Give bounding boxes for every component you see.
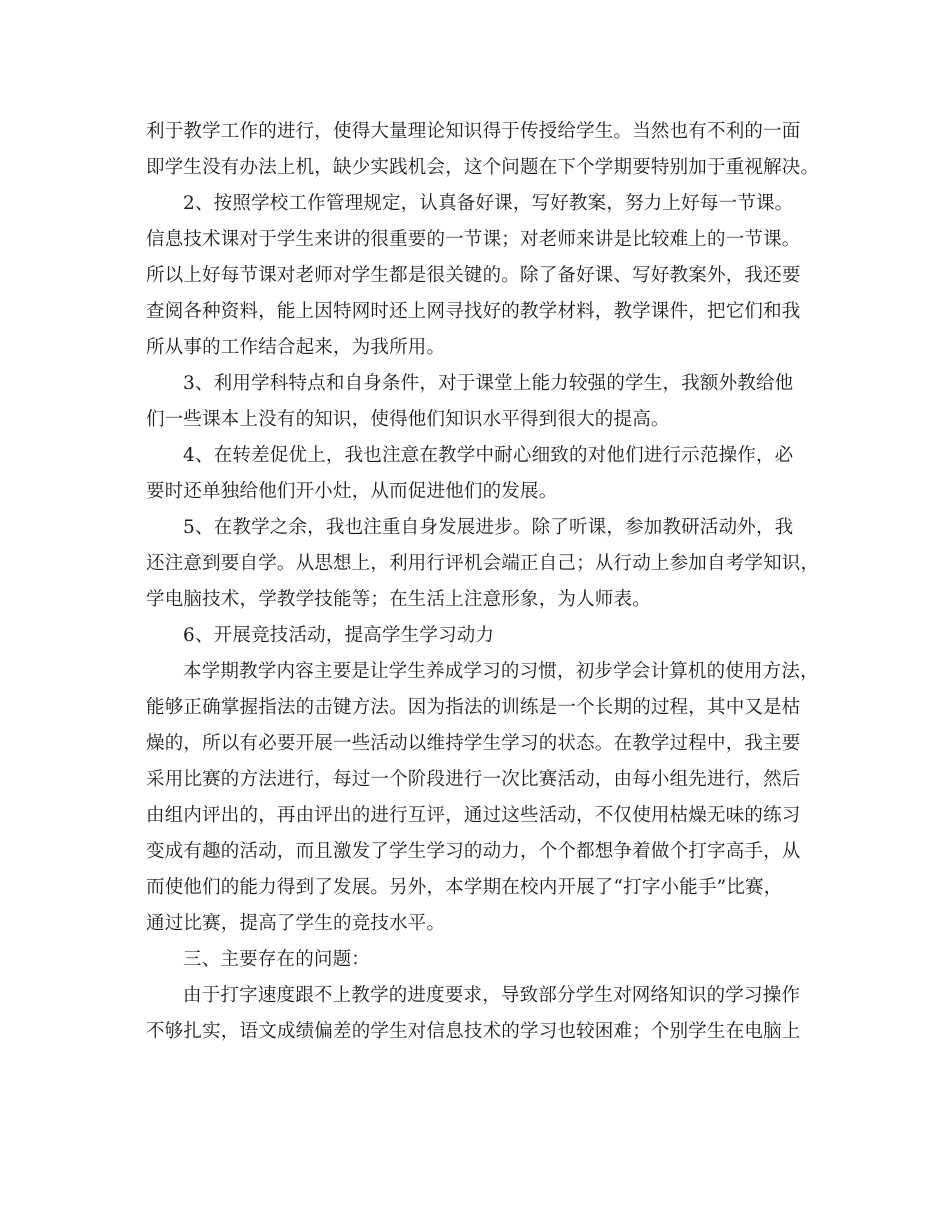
text-line-4: 信息技术课对于学生来讲的很重要的一节课；对老师来讲是比较难上的一节课。 (146, 229, 801, 250)
text-line-6: 查阅各种资料，能上因特网时还上网寻找好的教学材料，教学课件，把它们和我 (146, 301, 801, 322)
text-line-26: 不够扎实，语文成绩偏差的学生对信息技术的学习也较困难；个别学生在电脑上 (146, 1021, 801, 1042)
text-line-8: 3、利用学科特点和自身条件，对于课堂上能力较强的学生，我额外教给他 (183, 373, 794, 394)
text-line-1: 利于教学工作的进行，使得大量理论知识得于传授给学生。当然也有不利的一面 (146, 121, 801, 142)
text-line-11: 要时还单独给他们开小灶，从而促进他们的发展。 (146, 481, 558, 502)
text-line-16: 本学期教学内容主要是让学生养成学习的习惯，初步学会计算机的使用方法， (183, 661, 819, 682)
text-line-2: 即学生没有办法上机，缺少实践机会，这个问题在下个学期要特别加于重视解决。 (146, 157, 820, 178)
text-line-7: 所从事的工作结合起来，为我所用。 (146, 337, 446, 358)
text-line-10: 4、在转差促优上，我也注意在教学中耐心细致的对他们进行示范操作，必 (183, 445, 794, 466)
text-line-22: 而使他们的能力得到了发展。另外，本学期在校内开展了“打字小能手”比赛， (146, 877, 783, 898)
text-line-12: 5、在教学之余，我也注重自身发展进步。除了听课，参加教研活动外，我 (183, 517, 794, 538)
text-line-19: 采用比赛的方法进行，每过一个阶段进行一次比赛活动，由每小组先进行，然后 (146, 769, 801, 790)
text-line-3: 2、按照学校工作管理规定，认真备好课，写好教案，努力上好每一节课。 (183, 193, 794, 214)
text-line-21: 变成有趣的活动，而且激发了学生学习的动力，个个都想争着做个打字高手，从 (146, 841, 801, 862)
text-line-15: 6、开展竞技活动，提高学生学习动力 (183, 625, 495, 646)
text-line-18: 燥的，所以有必要开展一些活动以维持学生学习的状态。在教学过程中，我主要 (146, 733, 801, 754)
text-line-9: 们一些课本上没有的知识，使得他们知识水平得到很大的提高。 (146, 409, 670, 430)
text-line-23: 通过比赛，提高了学生的竞技水平。 (146, 913, 446, 934)
text-line-17: 能够正确掌握指法的击键方法。因为指法的训练是一个长期的过程，其中又是枯 (146, 697, 801, 718)
text-line-25: 由于打字速度跟不上教学的进度要求，导致部分学生对网络知识的学习操作 (183, 985, 801, 1006)
text-line-5: 所以上好每节课对老师对学生都是很关键的。除了备好课、写好教案外，我还要 (146, 265, 801, 286)
text-line-14: 学电脑技术，学教学技能等；在生活上注意形象，为人师表。 (146, 589, 651, 610)
text-line-20: 由组内评出的，再由评出的进行互评，通过这些活动，不仅使用枯燥无味的练习 (146, 805, 801, 826)
text-line-24: 三、主要存在的问题： (183, 949, 371, 970)
text-line-13: 还注意到要自学。从思想上，利用行评机会端正自己；从行动上参加自考学知识， (146, 553, 820, 574)
